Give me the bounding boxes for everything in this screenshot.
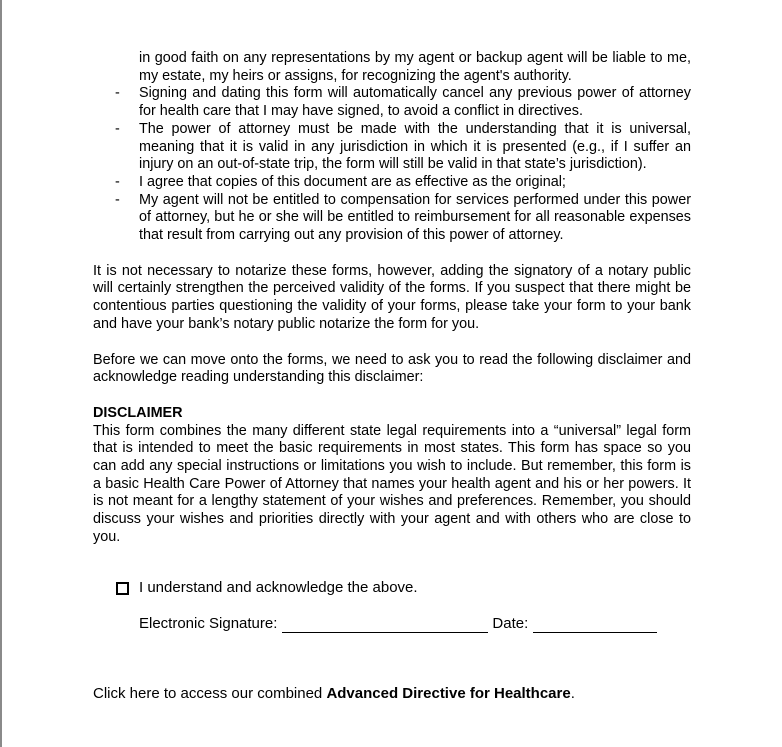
date-label: Date: (492, 615, 529, 632)
list-item-text: The power of attorney must be made with the understanding that it is universal, meaning that it is valid in any jurisdiction in which it is presented (e.g., if I suffer an injury on an out-of-state trip, the form will still be valid in that state’s jurisdiction). (139, 120, 691, 173)
terms-list (93, 85, 691, 244)
signature-label: Electronic Signature: (139, 615, 278, 632)
signature-field[interactable] (282, 618, 488, 633)
notary-paragraph: It is not necessary to notarize these forms, however, adding the signatory of a notary public will certainly strengthen the perceived validity of the forms. If you suspect that there might be contentious parties questioning the validity of your forms, please take your form to your bank and have your bank’s notary public notarize the form for you. (93, 262, 691, 332)
disclaimer-heading: DISCLAIMER (93, 404, 183, 421)
list-item (93, 85, 691, 120)
list-item-text: Signing and dating this form will automatically cancel any previous power of attorney for health care that I may have signed, to avoid a conflict in directives. (139, 85, 691, 120)
disclaimer-body: This form combines the many different state legal requirements into a “universal” legal form that is intended to meet the basic requirements in most states. This form has space so you can add any special instructions or limitations you wish to include. But remember, this form is a basic Health Care Power of Attorney that names your health agent and his or her powers. It is not meant for a lengthy statement of your wishes and preferences. Remember, you should discuss your wishes and priorities directly with your agent and with others who are close to you. (93, 422, 691, 545)
list-item-text: My agent will not be entitled to compensation for services performed under this power of attorney, but he or she will be entitled to reimbursement for all reasonable expenses that result from carrying out any provision of this power of attorney. (139, 191, 691, 244)
footer-link-row[interactable] (93, 685, 575, 703)
signature-row (139, 615, 657, 633)
acknowledge-checkbox[interactable] (116, 582, 129, 595)
date-field[interactable] (533, 618, 657, 633)
bullet-dash: - (115, 173, 120, 190)
list-item (93, 121, 691, 174)
acknowledge-label: I understand and acknowledge the above. (139, 579, 418, 596)
bullet-dash: - (115, 120, 120, 137)
footer-suffix: . (570, 685, 575, 702)
intro-paragraph: Before we can move onto the forms, we need to ask you to read the following disclaimer and acknowledge reading understanding this disclaimer: (93, 351, 691, 386)
list-item-text: I agree that copies of this document are as effective as the original; (139, 173, 566, 190)
document-body (93, 50, 691, 547)
continued-text: in good faith on any representations by my agent or backup agent will be liable to me, my estate, my heirs or assigns, for recognizing the agent's authority. (139, 50, 691, 84)
footer-prefix: Click here to access our combined (93, 685, 327, 702)
bullet-dash: - (115, 85, 120, 102)
list-item (93, 174, 691, 192)
acknowledge-row (116, 579, 418, 597)
list-item (93, 192, 691, 245)
advanced-directive-link[interactable]: Advanced Directive for Healthcare (326, 685, 571, 702)
page-left-border (0, 0, 2, 747)
bullet-dash: - (115, 191, 120, 208)
